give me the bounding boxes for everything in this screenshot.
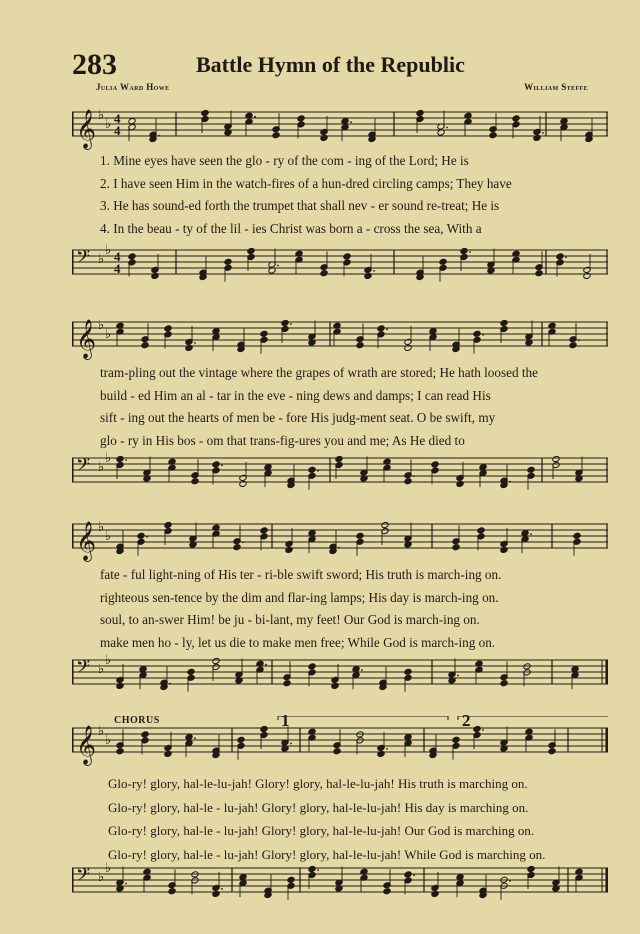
svg-text:♭: ♭ <box>98 108 105 123</box>
svg-text:4: 4 <box>114 249 121 264</box>
svg-text:4: 4 <box>114 111 121 126</box>
lyric-chorus-verse-4: Glo-ry! glory, hal-le - lu-jah! Glory! glory, hal-le-lu-jah! While God is marching on. <box>108 846 546 862</box>
svg-text:♭: ♭ <box>98 724 105 739</box>
svg-text:𝄢: 𝄢 <box>76 455 91 480</box>
svg-text:♭: ♭ <box>105 243 112 258</box>
treble-staff-system-1 <box>72 100 608 150</box>
svg-text:𝄞: 𝄞 <box>76 109 97 149</box>
svg-text:♭: ♭ <box>98 252 105 267</box>
svg-text:𝄢: 𝄢 <box>76 247 91 272</box>
second-ending-label: 2 <box>462 711 471 730</box>
svg-text:♭: ♭ <box>105 529 112 544</box>
svg-text:♭: ♭ <box>98 662 105 677</box>
svg-text:♭: ♭ <box>105 653 112 668</box>
svg-text:♭: ♭ <box>105 327 112 342</box>
hymn-number: 283 <box>72 48 117 81</box>
bass-staff-chorus <box>72 856 608 912</box>
svg-text:♭: ♭ <box>98 870 105 885</box>
chorus-label: CHORUS <box>114 715 160 726</box>
bass-staff-system-3 <box>72 648 608 702</box>
svg-text:♭: ♭ <box>105 117 112 132</box>
lyric-verse-4: 4. In the beau - ty of the lil - ies Christ was born a - cross the sea, With a <box>100 220 482 236</box>
svg-text:♭: ♭ <box>105 451 112 466</box>
lyric-verse-3: sift - ing out the hearts of men be - fore His judg-ment seat. O be swift, my <box>100 410 496 426</box>
bass-staff-system-2 <box>72 446 608 502</box>
svg-text:4: 4 <box>114 123 121 138</box>
svg-text:𝄞: 𝄞 <box>76 319 97 359</box>
lyric-verse-4: glo - ry in His bos - om that trans-fig-ures you and me; As He died to <box>100 432 465 448</box>
treble-staff-system-3 <box>72 512 608 562</box>
lyric-verse-1: tram-pling out the vintage where the grapes of wrath are stored; He hath loosed the <box>100 365 538 380</box>
lyrics-chorus <box>108 772 608 866</box>
lyric-verse-1: 1. Mine eyes have seen the glo - ry of the com - ing of the Lord; He is <box>100 153 469 168</box>
lyricist-credit: Julia Ward Howe <box>96 82 170 92</box>
svg-text:𝄞: 𝄞 <box>76 725 97 765</box>
svg-text:𝄢: 𝄢 <box>76 657 91 682</box>
lyric-chorus-verse-1: Glo-ry! glory, hal-le-lu-jah! Glory! glory, hal-le-lu-jah! His truth is marching on. <box>108 776 528 791</box>
lyric-verse-2: build - ed Him an al - tar in the eve - ning dews and damps; I can read His <box>100 387 491 403</box>
first-ending-label: 1 <box>281 711 290 730</box>
bass-staff-system-1 <box>72 238 608 294</box>
svg-text:4: 4 <box>114 261 121 276</box>
lyric-chorus-verse-2: Glo-ry! glory, hal-le - lu-jah! Glory! glory, hal-le-lu-jah! His day is marching on. <box>108 799 529 815</box>
lyrics-system-1 <box>100 150 608 240</box>
svg-text:♭: ♭ <box>98 460 105 475</box>
lyric-verse-1: fate - ful light-ning of His ter - ri-ble swift sword; His truth is march-ing on. <box>100 567 502 582</box>
hymn-title: Battle Hymn of the Republic <box>196 52 465 77</box>
lyric-verse-4: make men ho - ly, let us die to make men free; While God is march-ing on. <box>100 634 496 650</box>
svg-text:♭: ♭ <box>98 520 105 535</box>
lyric-verse-2: 2. I have seen Him in the watch-fires of a hun-dred circling camps; They have <box>100 175 512 191</box>
lyrics-system-3 <box>100 564 608 654</box>
lyrics-system-2 <box>100 362 608 452</box>
svg-text:𝄞: 𝄞 <box>76 521 97 561</box>
treble-staff-system-2 <box>72 310 608 360</box>
composer-credit: William Steffe <box>524 82 588 92</box>
svg-text:♭: ♭ <box>105 733 112 748</box>
svg-text:𝄢: 𝄢 <box>76 865 91 890</box>
lyric-verse-3: 3. He has sound-ed forth the trumpet that shall nev - er sound re-treat; He is <box>100 198 500 214</box>
treble-staff-chorus <box>72 716 608 770</box>
lyric-chorus-verse-3: Glo-ry! glory, hal-le - lu-jah! Glory! glory, hal-le-lu-jah! Our God is marching on. <box>108 823 535 839</box>
svg-text:♭: ♭ <box>98 318 105 333</box>
lyric-verse-3: soul, to an-swer Him! be ju - bi-lant, my feet! Our God is march-ing on. <box>100 612 480 628</box>
lyric-verse-2: righteous sen-tence by the dim and flar-ing lamps; His day is march-ing on. <box>100 589 499 605</box>
svg-text:♭: ♭ <box>105 861 112 876</box>
